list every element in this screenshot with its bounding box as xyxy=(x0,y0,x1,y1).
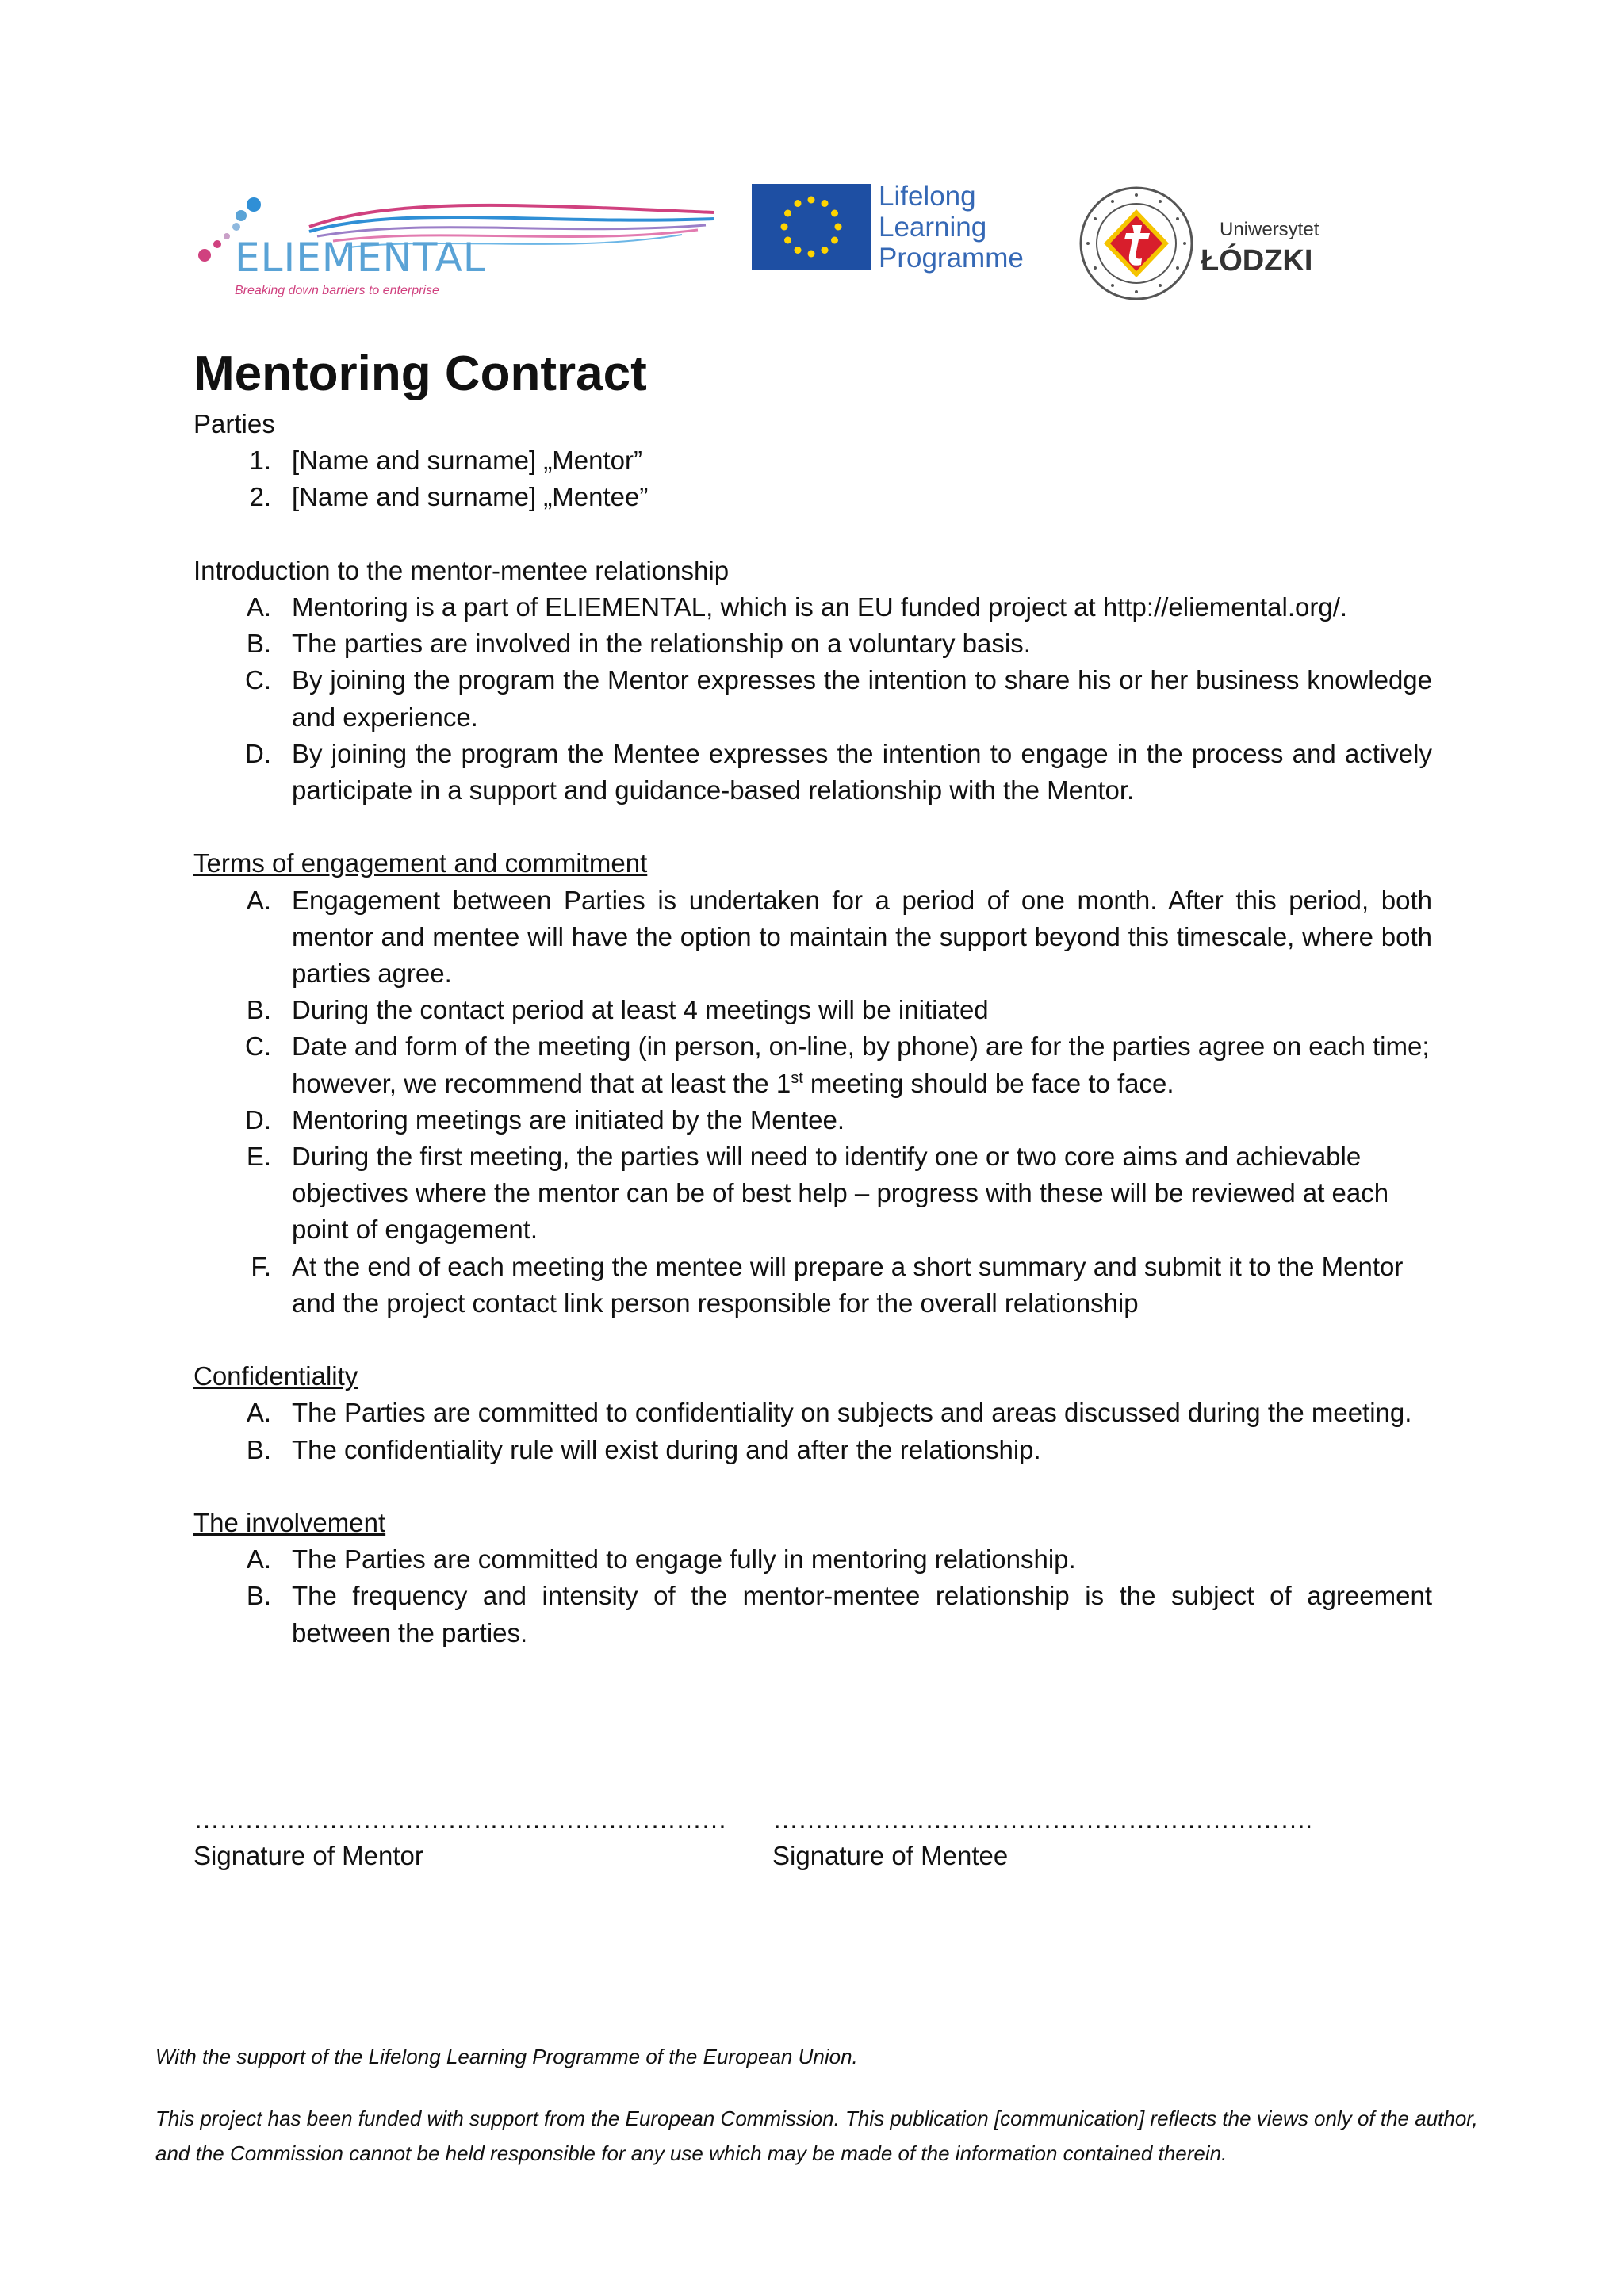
logo-header xyxy=(0,0,1624,317)
university-seal-icon xyxy=(1077,184,1196,303)
section-heading-parties: Parties xyxy=(193,409,275,438)
list-marker: A. xyxy=(246,885,271,915)
list-item xyxy=(193,1249,1432,1322)
list-marker: 2. xyxy=(249,482,271,512)
section-introduction xyxy=(193,553,1432,809)
involvement-list xyxy=(193,1541,1432,1651)
list-item-text-after: meeting should be face to face. xyxy=(802,1068,1174,1098)
list-item-text: By joining the program the Mentee expresses the intention to engage in the process and actively participate in a support and guidance-based relationship with the Mentor. xyxy=(292,738,1432,806)
page-footer xyxy=(155,2039,1488,2171)
list-marker: 1. xyxy=(249,446,271,476)
eliemental-wordmark: ELIEMENTAL xyxy=(235,235,486,281)
list-item xyxy=(193,1395,1432,1431)
eliemental-logo xyxy=(190,181,730,308)
list-item-text: [Name and surname] „Mentor” xyxy=(292,446,643,476)
contract-body xyxy=(193,406,1432,1651)
list-item-text: The parties are involved in the relationship on a voluntary basis. xyxy=(292,629,1031,659)
mentor-signature-block xyxy=(193,1801,726,1874)
list-item-text: Mentoring meetings are initiated by the Mentee. xyxy=(292,1104,845,1135)
llp-title-line1: Lifelong xyxy=(879,181,976,212)
mentee-signature-label: Signature of Mentee xyxy=(772,1841,1009,1870)
confidentiality-list xyxy=(193,1395,1432,1468)
list-item xyxy=(193,992,1432,1028)
section-heading-terms: Terms of engagement and commitment xyxy=(193,848,648,878)
list-marker: D. xyxy=(245,1104,271,1135)
list-item xyxy=(193,442,1432,479)
list-item-text: Engagement between Parties is undertaken for a period of one month. After this period, both mentor and mentee will have the option to maintain the support beyond this timescale, where both parties agree. xyxy=(292,885,1432,989)
llp-title-line2: Learning xyxy=(879,212,987,243)
footer-support-note: With the support of the Lifelong Learning Programme of the European Union. xyxy=(155,2045,858,2068)
list-item xyxy=(193,626,1432,662)
section-heading-involvement: The involvement xyxy=(193,1508,386,1538)
list-item-text: During the first meeting, the parties will need to identify one or two core aims and achievable objectives where the mentor can be of best help – progress with these will be reviewed at each point of engagement. xyxy=(292,1142,1389,1245)
list-marker: C. xyxy=(245,665,271,695)
section-terms xyxy=(193,845,1432,1322)
list-item xyxy=(193,1138,1432,1249)
list-marker: A. xyxy=(246,592,271,622)
list-item xyxy=(193,882,1432,993)
section-heading-confidentiality: Confidentiality xyxy=(193,1361,358,1391)
list-marker: A. xyxy=(246,1398,271,1428)
list-marker: B. xyxy=(246,629,271,659)
list-item-text: By joining the program the Mentor expresses the intention to share his or her business knowledge and experience. xyxy=(292,665,1432,732)
mentor-signature-line: ……………………………………………………… xyxy=(193,1804,726,1834)
list-item xyxy=(193,1102,1432,1138)
footer-disclaimer: This project has been funded with support from the European Commission. This publication [communication] reflects the views only of the author, and the Commission cannot be held responsible for any use which may be made of the information contained therein. xyxy=(155,2107,1478,2165)
university-label: Uniwersytet xyxy=(1220,219,1320,240)
mentee-signature-line: ………………………………………………………. xyxy=(772,1804,1312,1834)
list-item-text: During the contact period at least 4 meetings will be initiated xyxy=(292,995,989,1025)
university-city: ŁÓDZKI xyxy=(1201,244,1313,277)
section-confidentiality xyxy=(193,1358,1432,1468)
list-item xyxy=(193,1541,1432,1578)
mentee-signature-block xyxy=(772,1801,1312,1874)
list-marker: A. xyxy=(246,1544,271,1575)
list-marker: B. xyxy=(246,995,271,1025)
mentor-signature-label: Signature of Mentor xyxy=(193,1841,423,1870)
section-involvement xyxy=(193,1505,1432,1651)
list-item xyxy=(193,1578,1432,1651)
llp-title xyxy=(879,181,1037,274)
list-item-text: Mentoring is a part of ELIEMENTAL, which is an EU funded project at http://eliemental.org/. xyxy=(292,592,1348,622)
list-marker: E. xyxy=(246,1142,271,1172)
llp-title-line3: Programme xyxy=(879,243,1024,274)
list-item xyxy=(193,1028,1432,1101)
list-item xyxy=(193,589,1432,626)
lodz-university-logo xyxy=(1077,184,1339,308)
list-marker: F. xyxy=(251,1251,271,1281)
list-item-text: The frequency and intensity of the mentor-mentee relationship is the subject of agreement between the parties. xyxy=(292,1581,1432,1647)
list-item xyxy=(193,479,1432,515)
page-title: Mentoring Contract xyxy=(193,346,647,401)
list-marker: D. xyxy=(245,738,271,768)
list-marker: B. xyxy=(246,1581,271,1611)
section-parties xyxy=(193,406,1432,516)
list-item xyxy=(193,736,1432,809)
list-item-text: [Name and surname] „Mentee” xyxy=(292,482,649,512)
list-item-text: The Parties are committed to engage fully in mentoring relationship. xyxy=(292,1544,1076,1575)
llp-logo xyxy=(752,181,1037,276)
list-item xyxy=(193,662,1432,735)
list-item-text: The Parties are committed to confidentiality on subjects and areas discussed during the meeting. xyxy=(292,1398,1412,1428)
introduction-list xyxy=(193,589,1432,809)
eu-flag-icon xyxy=(752,184,871,270)
list-marker: C. xyxy=(245,1031,271,1062)
list-item-text: At the end of each meeting the mentee will prepare a short summary and submit it to the Mentor and the project contact link person responsible for the overall relationship xyxy=(292,1251,1404,1318)
ordinal-suffix: st xyxy=(791,1069,803,1087)
list-item-text-before: Date and form of the meeting (in person, on-line, by phone) are for the parties agree on each time; however, we recommend that at least the 1 xyxy=(292,1031,1430,1098)
section-heading-introduction: Introduction to the mentor-mentee relationship xyxy=(193,555,730,585)
parties-list xyxy=(193,442,1432,515)
list-item xyxy=(193,1432,1432,1468)
eliemental-tagline: Breaking down barriers to enterprise xyxy=(235,284,439,297)
list-marker: B. xyxy=(246,1434,271,1464)
terms-list xyxy=(193,882,1432,1322)
list-item-text xyxy=(292,1028,1432,1101)
list-item-text: The confidentiality rule will exist during and after the relationship. xyxy=(292,1434,1041,1464)
